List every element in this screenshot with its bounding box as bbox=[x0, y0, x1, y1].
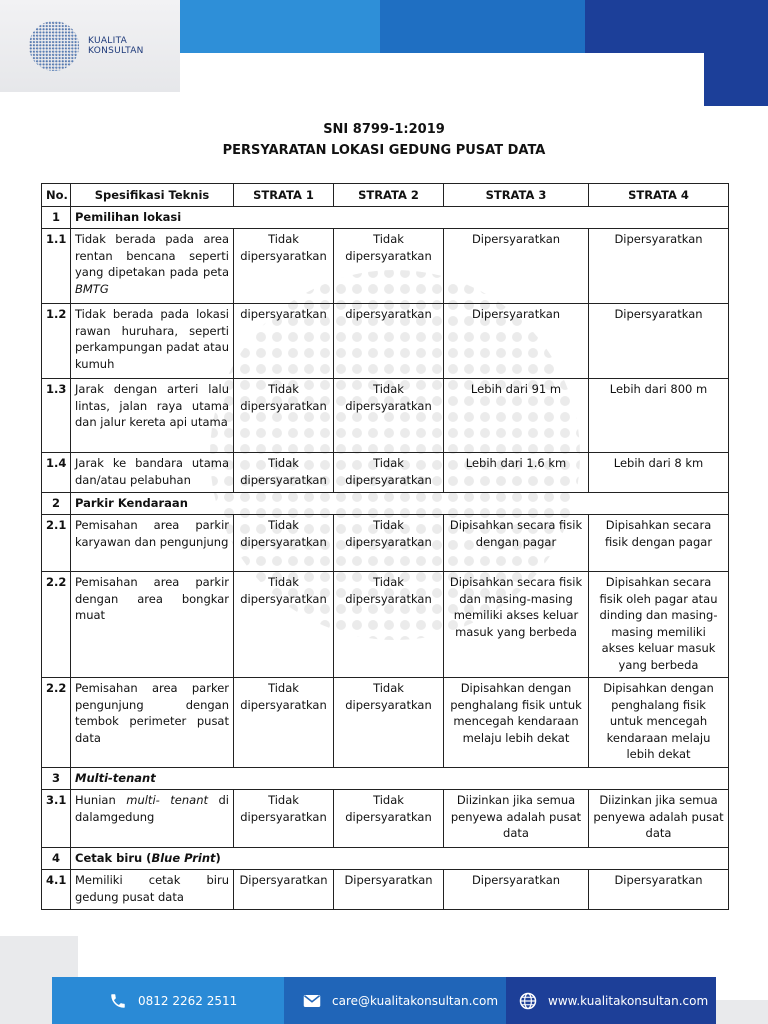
cell-strata2: Tidak dipersyaratkan bbox=[334, 379, 444, 453]
envelope-icon bbox=[302, 991, 322, 1011]
cell-strata3: Dipersyaratkan bbox=[444, 229, 589, 304]
cell-strata1: Tidak dipersyaratkan bbox=[234, 678, 334, 768]
section-no: 4 bbox=[42, 848, 71, 870]
row-no: 1.2 bbox=[42, 304, 71, 379]
row-spec bbox=[71, 229, 234, 304]
table-row bbox=[42, 229, 729, 304]
section-label: Multi-tenant bbox=[71, 768, 729, 790]
cell-strata4: Dipisahkan dengan penghalang fisik untuk mencegah kendaraan melaju lebih dekat bbox=[589, 678, 729, 768]
table-row bbox=[42, 678, 729, 768]
cell-strata2: dipersyaratkan bbox=[334, 304, 444, 379]
table-row bbox=[42, 379, 729, 453]
table-row bbox=[42, 304, 729, 379]
section-label-c: ) bbox=[215, 851, 221, 866]
footer-email[interactable] bbox=[284, 977, 506, 1024]
header-band-dark-blue bbox=[585, 0, 768, 53]
brand-line2: KONSULTAN bbox=[88, 46, 144, 56]
row-spec-text-end: di dalamgedung bbox=[75, 793, 229, 824]
row-no: 2.2 bbox=[42, 678, 71, 768]
cell-strata2: Tidak dipersyaratkan bbox=[334, 678, 444, 768]
table-row bbox=[42, 870, 729, 910]
section-no: 3 bbox=[42, 768, 71, 790]
cell-strata2: Tidak dipersyaratkan bbox=[334, 572, 444, 678]
section-row bbox=[42, 768, 729, 790]
cell-strata1: Tidak dipersyaratkan bbox=[234, 790, 334, 848]
footer-grey-block-right bbox=[716, 1000, 768, 1024]
phone-icon bbox=[108, 991, 128, 1011]
row-spec: Pemisahan area parkir dengan area bongkar muat bbox=[71, 572, 234, 678]
row-spec: Tidak berada pada lokasi rawan huruhara, seperti perkampungan padat atau kumuh bbox=[71, 304, 234, 379]
cell-strata1: dipersyaratkan bbox=[234, 304, 334, 379]
document-subtitle: PERSYARATAN LOKASI GEDUNG PUSAT DATA bbox=[222, 143, 546, 158]
col-header-strata2: STRATA 2 bbox=[334, 184, 444, 207]
cell-strata4: Lebih dari 800 m bbox=[589, 379, 729, 453]
row-spec bbox=[71, 790, 234, 848]
row-no: 2.2 bbox=[42, 572, 71, 678]
row-spec: Memiliki cetak biru gedung pusat data bbox=[71, 870, 234, 910]
section-label-a: Cetak biru ( bbox=[75, 851, 152, 866]
footer-phone[interactable] bbox=[52, 977, 284, 1024]
cell-strata4: Dipisahkan secara fisik oleh pagar atau dinding dan masing-masing memiliki akses keluar masuk yang berbeda bbox=[589, 572, 729, 678]
section-row bbox=[42, 207, 729, 229]
col-header-no: No. bbox=[42, 184, 71, 207]
section-row bbox=[42, 493, 729, 515]
section-row bbox=[42, 848, 729, 870]
globe-icon bbox=[518, 991, 538, 1011]
dotted-globe-logo bbox=[26, 18, 82, 74]
col-header-strata4: STRATA 4 bbox=[589, 184, 729, 207]
row-spec: Pemisahan area parker pengunjung dengan tembok perimeter pusat data bbox=[71, 678, 234, 768]
row-no: 1.1 bbox=[42, 229, 71, 304]
header-band-dark-blue-tab bbox=[704, 53, 768, 106]
cell-strata4: Diizinkan jika semua penyewa adalah pusat data bbox=[589, 790, 729, 848]
section-label: Parkir Kendaraan bbox=[71, 493, 729, 515]
table-row bbox=[42, 515, 729, 572]
header-band-mid-blue bbox=[380, 0, 585, 53]
cell-strata3: Lebih dari 1.6 km bbox=[444, 453, 589, 493]
section-label bbox=[71, 848, 729, 870]
row-spec-text: Tidak berada pada area rentan bencana seperti yang dipetakan pada peta bbox=[75, 232, 229, 279]
cell-strata3: Diizinkan jika semua penyewa adalah pusat data bbox=[444, 790, 589, 848]
footer-email-text: care@kualitakonsultan.com bbox=[332, 993, 499, 1008]
document-title: SNI 8799-1:2019 bbox=[323, 122, 445, 137]
cell-strata2: Tidak dipersyaratkan bbox=[334, 453, 444, 493]
row-no: 4.1 bbox=[42, 870, 71, 910]
row-no: 1.3 bbox=[42, 379, 71, 453]
cell-strata4: Dipersyaratkan bbox=[589, 304, 729, 379]
cell-strata4: Dipersyaratkan bbox=[589, 229, 729, 304]
table-row bbox=[42, 453, 729, 493]
row-spec-italic: multi- tenant bbox=[126, 793, 208, 807]
cell-strata1: Dipersyaratkan bbox=[234, 870, 334, 910]
footer-phone-text: 0812 2262 2511 bbox=[138, 993, 238, 1008]
table-row bbox=[42, 790, 729, 848]
section-no: 1 bbox=[42, 207, 71, 229]
cell-strata4: Lebih dari 8 km bbox=[589, 453, 729, 493]
cell-strata3: Lebih dari 91 m bbox=[444, 379, 589, 453]
brand-line1: KUALITA bbox=[88, 36, 128, 46]
cell-strata1: Tidak dipersyaratkan bbox=[234, 379, 334, 453]
cell-strata1: Tidak dipersyaratkan bbox=[234, 453, 334, 493]
cell-strata2: Tidak dipersyaratkan bbox=[334, 229, 444, 304]
row-spec: Jarak dengan arteri lalu lintas, jalan raya utama dan jalur kereta api utama bbox=[71, 379, 234, 453]
row-no: 3.1 bbox=[42, 790, 71, 848]
row-no: 1.4 bbox=[42, 453, 71, 493]
row-spec: Pemisahan area parkir karyawan dan pengunjung bbox=[71, 515, 234, 572]
header-band-light-blue bbox=[180, 0, 380, 53]
cell-strata4: Dipersyaratkan bbox=[589, 870, 729, 910]
cell-strata2: Tidak dipersyaratkan bbox=[334, 515, 444, 572]
cell-strata3: Dipersyaratkan bbox=[444, 870, 589, 910]
cell-strata3: Dipisahkan secara fisik dengan pagar bbox=[444, 515, 589, 572]
row-spec-italic: BMTG bbox=[75, 281, 109, 296]
row-spec: Jarak ke bandara utama dan/atau pelabuhan bbox=[71, 453, 234, 493]
col-header-strata3: STRATA 3 bbox=[444, 184, 589, 207]
cell-strata1: Tidak dipersyaratkan bbox=[234, 515, 334, 572]
table-row bbox=[42, 572, 729, 678]
footer-contact-bar bbox=[52, 977, 716, 1024]
cell-strata1: Tidak dipersyaratkan bbox=[234, 229, 334, 304]
col-header-strata1: STRATA 1 bbox=[234, 184, 334, 207]
table-header-row bbox=[42, 184, 729, 207]
section-label: Pemilihan lokasi bbox=[71, 207, 729, 229]
cell-strata4: Dipisahkan secara fisik dengan pagar bbox=[589, 515, 729, 572]
cell-strata3: Dipisahkan dengan penghalang fisik untuk mencegah kendaraan melaju lebih dekat bbox=[444, 678, 589, 768]
footer-website[interactable] bbox=[506, 977, 716, 1024]
row-no: 2.1 bbox=[42, 515, 71, 572]
cell-strata3: Dipisahkan secara fisik dan masing-masing memiliki akses keluar masuk yang berbeda bbox=[444, 572, 589, 678]
footer-website-text: www.kualitakonsultan.com bbox=[548, 993, 709, 1008]
cell-strata2: Dipersyaratkan bbox=[334, 870, 444, 910]
col-header-spec: Spesifikasi Teknis bbox=[71, 184, 234, 207]
cell-strata3: Dipersyaratkan bbox=[444, 304, 589, 379]
section-label-italic: Blue Print bbox=[151, 851, 216, 866]
cell-strata1: Tidak dipersyaratkan bbox=[234, 572, 334, 678]
brand-name bbox=[88, 36, 144, 56]
row-spec-text: Hunian bbox=[75, 793, 127, 807]
section-no: 2 bbox=[42, 493, 71, 515]
requirements-table bbox=[41, 183, 729, 910]
cell-strata2: Tidak dipersyaratkan bbox=[334, 790, 444, 848]
